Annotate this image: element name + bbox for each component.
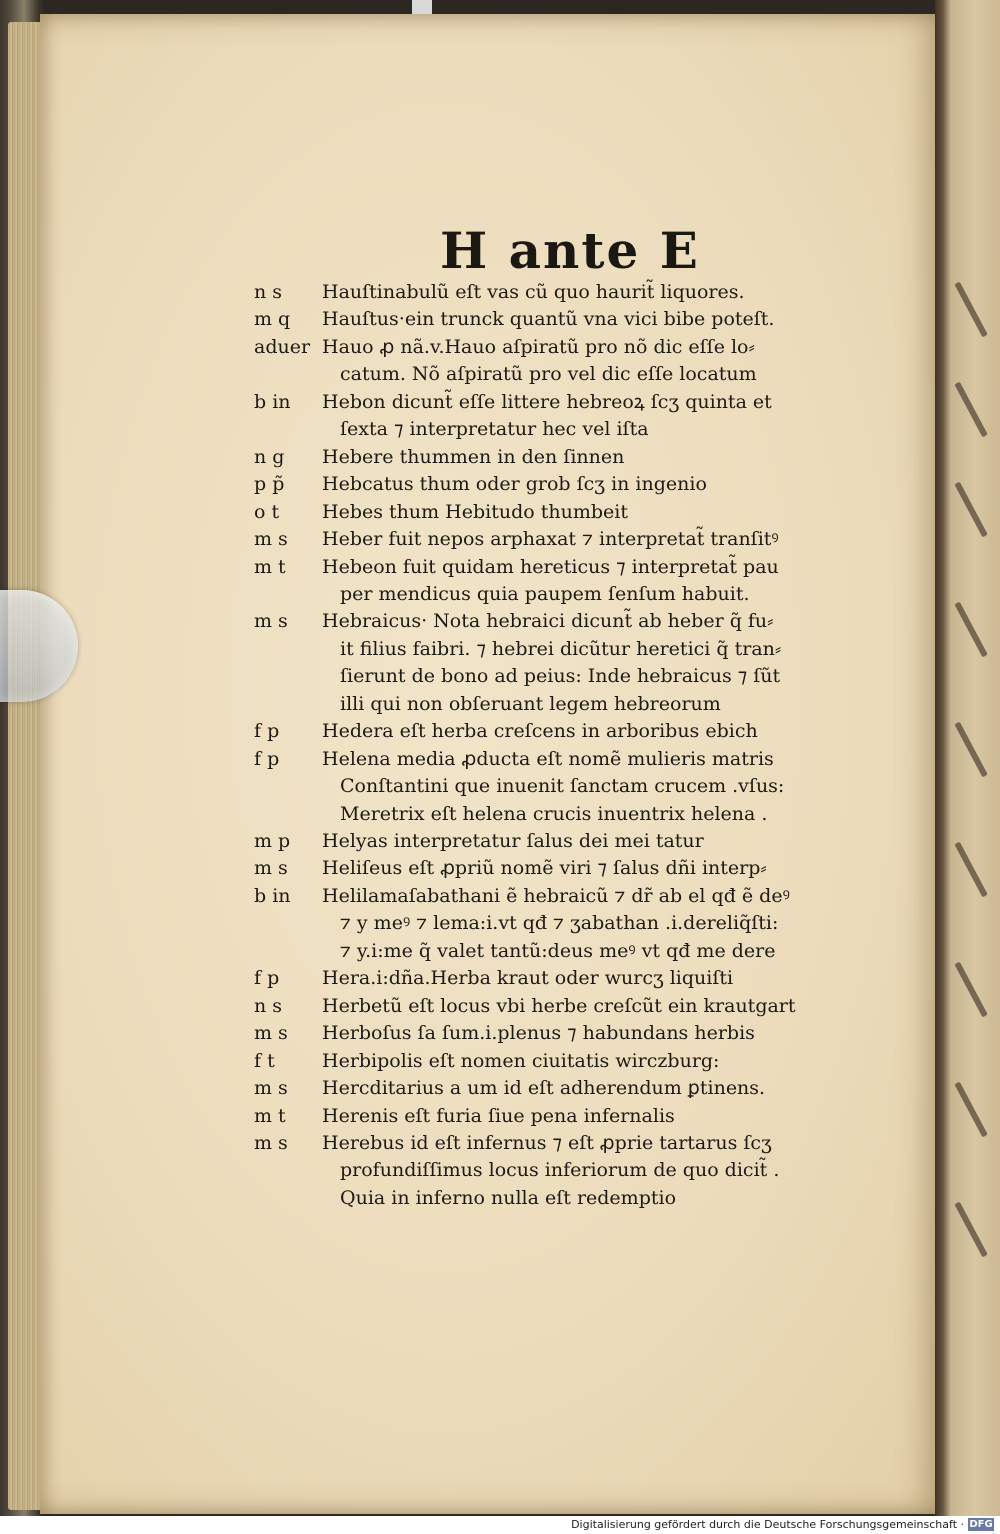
grammar-code: aduer: [254, 335, 311, 358]
entry-text: Helyas interpretatur ſalus dei mei tatur: [322, 830, 704, 852]
entry-line: [0, 800, 940, 828]
grammar-code: m s: [254, 528, 288, 551]
grammar-code: f p: [254, 747, 280, 770]
entry-line: [0, 580, 940, 608]
entry-text: Quia in inferno nulla eſt redemptio: [340, 1186, 677, 1209]
entry-text: profundiſſimus locus inferiorum de quo dicit̃ .: [340, 1159, 780, 1182]
entry-line: [0, 635, 940, 663]
grammar-code: f p: [254, 720, 280, 743]
entry-text: ⁊ y.i:me q̃ valet tantũ:deus meꝰ vt qđ me dere: [340, 939, 776, 962]
grammar-code: m t: [254, 555, 286, 578]
facing-page-edge: [935, 0, 1000, 1520]
entry-line: [0, 745, 940, 773]
entry-line: [0, 278, 940, 306]
entry-text: Meretrix eſt helena crucis inuentrix helena .: [340, 802, 768, 825]
grammar-code: n g: [254, 445, 285, 468]
grammar-code: m s: [254, 1131, 288, 1154]
grammar-code: m t: [254, 1104, 286, 1127]
entry-text: Herebus id eſt infernus ⁊ eſt ꝓprie tartarus ſcʒ: [322, 1131, 772, 1154]
entry-text: Herbipolis eſt nomen ciuitatis wirczburg:: [322, 1049, 720, 1072]
entry-text: ⁊ y meꝰ ⁊ lema:i.vt qđ ⁊ ʒabathan .i.dereliq̃ſti:: [340, 912, 779, 935]
entry-text: Hebcatus thum oder grob ſcʒ in ingenio: [322, 473, 707, 496]
entry-line: [0, 1184, 940, 1212]
grammar-code: p p̃: [254, 473, 285, 496]
entry-text: Heber fuit nepos arphaxat ⁊ interpretat̃ tranſitꝰ: [322, 528, 779, 551]
entry-text: Hebere thummen in den ſinnen: [322, 445, 625, 468]
entry-line: [0, 470, 940, 498]
entry-line: [0, 607, 940, 635]
grammar-code: b in: [254, 884, 291, 907]
grammar-code: n s: [254, 281, 283, 303]
entry-text: it filius faibri. ⁊ hebrei dicũtur heretici q̃ tran⸗: [340, 637, 782, 660]
entry-line: [0, 388, 940, 416]
entry-line: [0, 1074, 940, 1102]
entry-text: Hebeon fuit quidam hereticus ⁊ interpretat̃ pau: [322, 555, 779, 578]
entry-line: [0, 662, 940, 690]
entry-text: Heliſeus eſt ꝓpriũ nomẽ viri ⁊ ſalus dñi interp⸗: [322, 857, 767, 880]
entry-text: illi qui non obſeruant legem hebreorum: [340, 692, 721, 715]
entry-line: [0, 854, 940, 882]
entry-text: ſierunt de bono ad peius: Inde hebraicus ⁊ ſũt: [340, 665, 781, 688]
grammar-code: m q: [254, 308, 291, 331]
bookmark-ribbon: [412, 0, 432, 14]
entry-text: Conſtantini que inuenit ſanctam crucem .vſus:: [340, 775, 785, 798]
entry-line: [0, 909, 940, 937]
entry-line: [0, 1156, 940, 1184]
entry-text: Helena media ꝓducta eſt nomẽ mulieris matris: [322, 747, 774, 770]
page-heading: H ante E: [440, 221, 700, 280]
entry-line: [0, 772, 940, 800]
entry-line: [0, 992, 940, 1020]
footer-credit: Digitalisierung gefördert durch die Deutsche Forschungsgemeinschaft ·: [571, 1518, 964, 1531]
entry-text: Hebraicus· Nota hebraici dicunt̃ ab heber q̃ fu⸗: [322, 610, 774, 633]
entry-text: Hebes thum Hebitudo thumbeit: [322, 500, 628, 523]
entry-line: [0, 305, 940, 333]
grammar-code: m s: [254, 857, 288, 880]
grammar-code: m s: [254, 610, 288, 633]
entry-line: [0, 415, 940, 443]
entry-line: [0, 882, 940, 910]
entry-text: Hauſtus·ein trunck quantũ vna vici bibe poteſt.: [322, 308, 775, 331]
entry-line: [0, 1047, 940, 1075]
entry-line: [0, 443, 940, 471]
entry-text: Hedera eſt herba creſcens in arboribus ebich: [322, 720, 758, 743]
grammar-code: m p: [254, 830, 291, 852]
entry-line: [0, 360, 940, 388]
entry-text: Herenis eſt furia ſiue pena infernalis: [322, 1104, 675, 1127]
entry-line: [0, 937, 940, 965]
entry-text: ſexta ⁊ interpretatur hec vel iſta: [340, 418, 649, 441]
entry-text: Hera.i:dñа.Herba kraut oder wurcʒ liquiſti: [322, 967, 734, 990]
entry-line: [0, 964, 940, 992]
entry-line: [0, 827, 940, 855]
entry-text: Hercditarius a um id eſt adherendum ꝑtinens.: [322, 1077, 766, 1100]
grammar-code: b in: [254, 390, 291, 413]
grammar-code: o t: [254, 500, 280, 523]
entry-line: [0, 717, 940, 745]
entry-line: [0, 333, 940, 361]
entry-text: Herboſus ſa ſum.i.plenus ⁊ habundans herbis: [322, 1022, 755, 1045]
grammar-code: f t: [254, 1049, 275, 1072]
entry-text: Hauo ꝓ nã.v.Hauo aſpiratũ pro nõ dic eſſe lo⸗: [322, 335, 755, 358]
entry-line: [0, 1129, 940, 1157]
entry-text: Hebon dicunt̃ eſſe littere hebreoꝝ ſcʒ quinta et: [322, 390, 772, 413]
entry-line: [0, 525, 940, 553]
grammar-code: m s: [254, 1022, 288, 1045]
dfg-logo-icon: DFG: [969, 1519, 993, 1530]
entry-text: Herbetũ eſt locus vbi herbe creſcũt ein krautgart: [322, 994, 796, 1017]
entry-line: [0, 1019, 940, 1047]
grammar-code: m s: [254, 1077, 288, 1100]
entry-line: [0, 553, 940, 581]
entry-line: [0, 690, 940, 718]
entry-line: [0, 1102, 940, 1130]
entry-line: [0, 498, 940, 526]
grammar-code: n s: [254, 994, 283, 1017]
entry-text: Helilamaſabathani ẽ hebraicũ ⁊ dr̃ ab el qđ ẽ deꝰ: [322, 884, 790, 907]
entry-text: per mendicus quia paupem ſenſum habuit.: [340, 582, 750, 605]
entry-text: Hauſtinabulũ eſt vas cũ quo haurit̃ liquores.: [322, 281, 745, 303]
entry-text: catum. Nõ aſpiratũ pro vel dic eſſe locatum: [340, 363, 757, 386]
grammar-code: f p: [254, 967, 280, 990]
